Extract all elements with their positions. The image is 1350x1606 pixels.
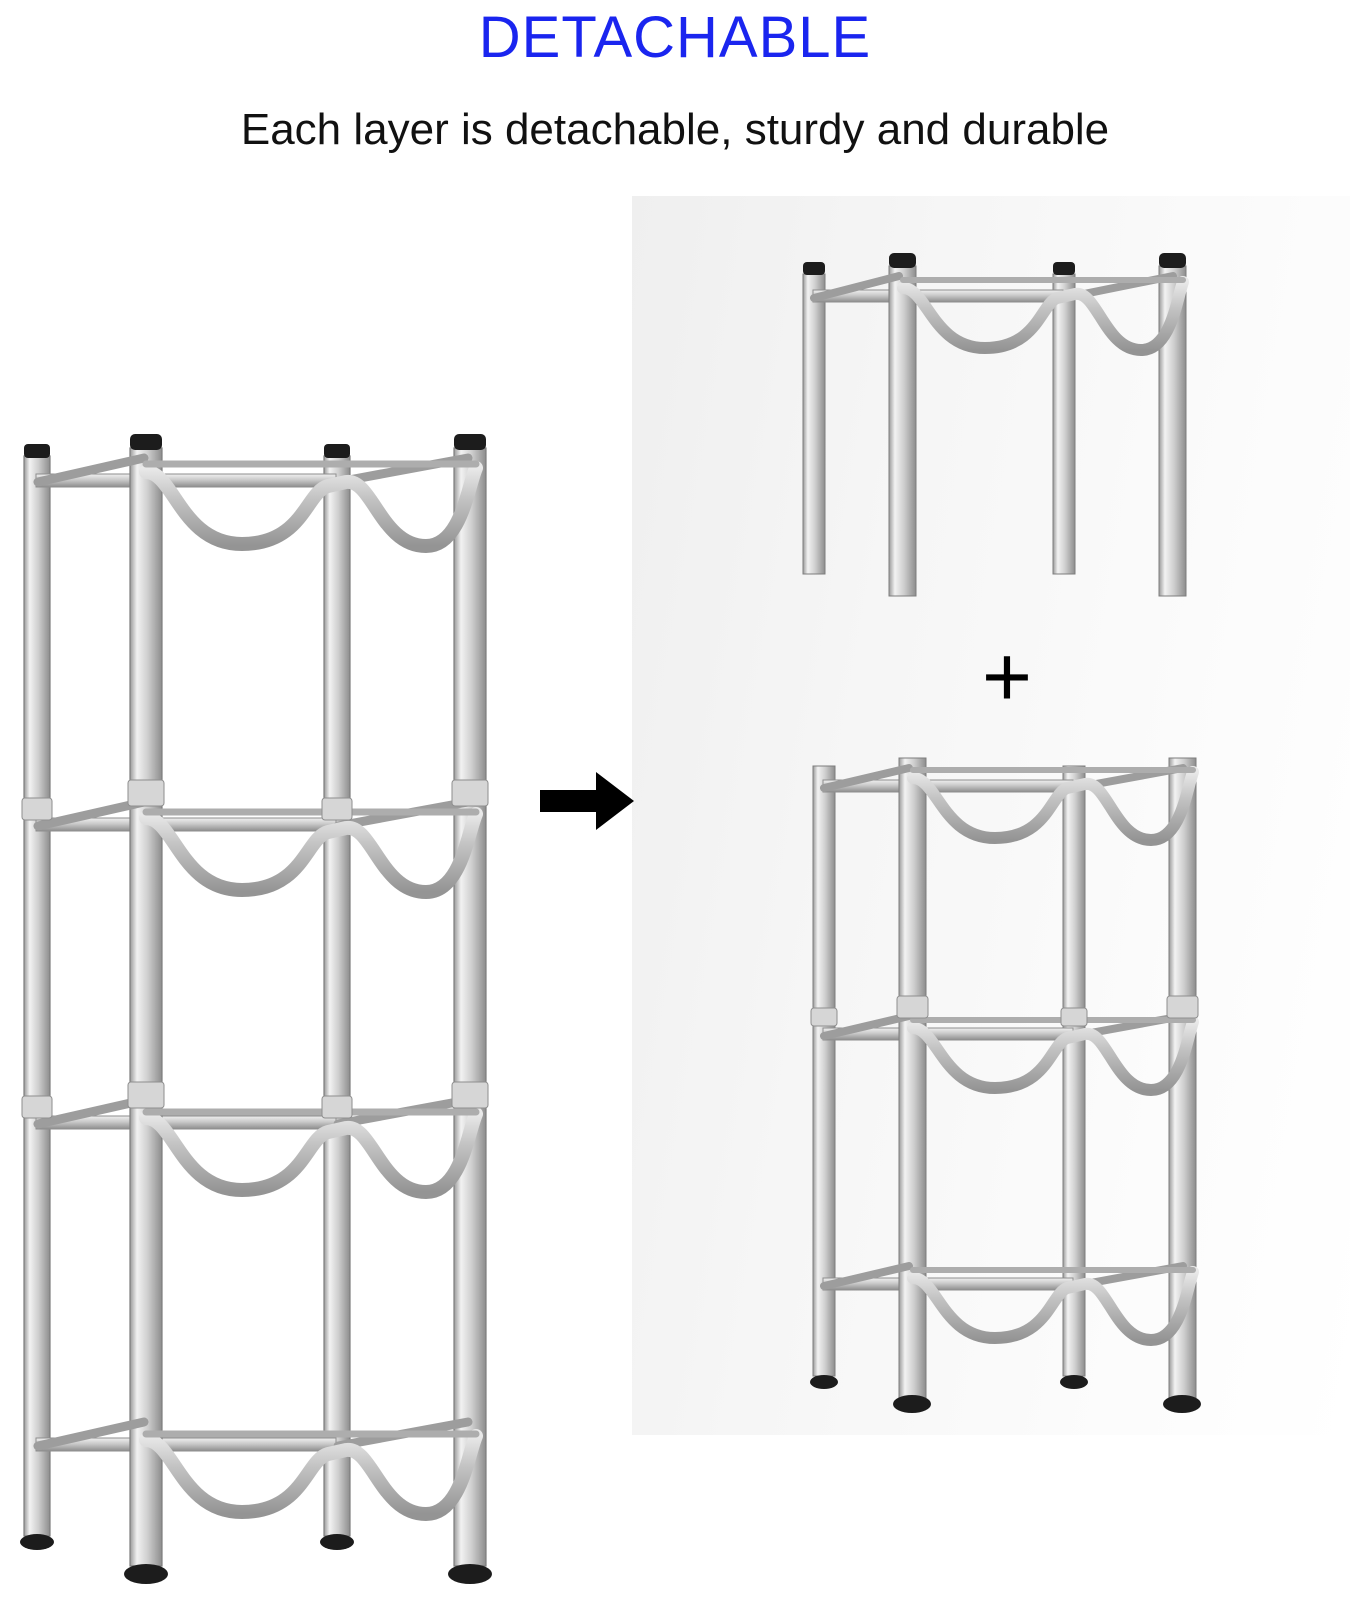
page-title: DETACHABLE	[478, 5, 872, 70]
assembled-4-tier-rack-illustration	[6, 426, 506, 1606]
arrow-right-icon	[540, 770, 636, 832]
rack-svg-top	[785, 240, 1205, 620]
left-panel-assembled-rack	[0, 196, 632, 1435]
plus-icon: +	[981, 629, 1033, 725]
right-panel-detached-sections	[632, 196, 1350, 1435]
rack-svg-full	[6, 426, 506, 1606]
page-subtitle: Each layer is detachable, sturdy and durable	[240, 105, 1110, 154]
lower-section-3-tier-illustration	[795, 744, 1215, 1424]
rack-svg-bottom	[795, 744, 1215, 1434]
upper-section-1-tier-illustration	[785, 240, 1205, 620]
